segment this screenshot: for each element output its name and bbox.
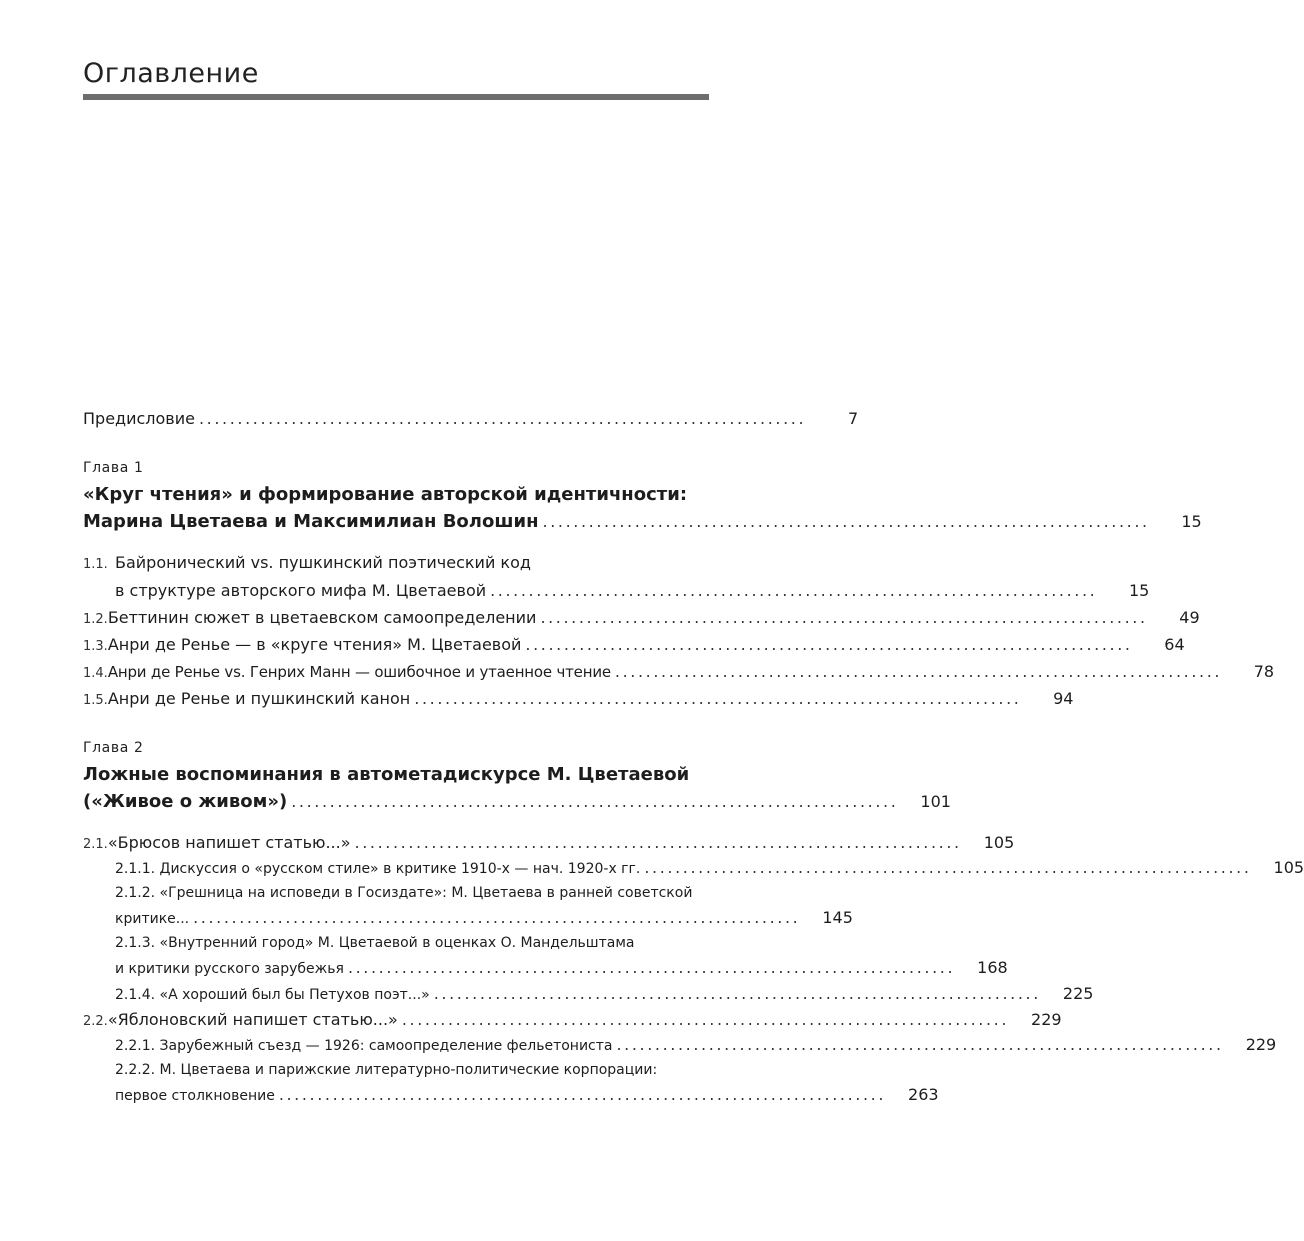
- page-number: 49: [1179, 608, 1200, 627]
- page-number: 145: [822, 908, 853, 927]
- entry-label: и критики русского зарубежья: [115, 961, 344, 977]
- section-number: 1.2.: [83, 612, 108, 627]
- toc-entry-2-1-3[interactable]: [115, 958, 1008, 979]
- page-number: 15: [1128, 581, 1150, 600]
- dot-leader: ...............................................................................: [616, 1035, 1224, 1054]
- section-number: 1.4.: [83, 666, 108, 681]
- chapter-2-title-line2: («Живое о живом»): [83, 791, 288, 812]
- entry-label: 2.2.1. Зарубежный съезд — 1926: самоопределение фельетониста: [115, 1038, 613, 1054]
- dot-leader: ...............................................................................: [525, 635, 1133, 654]
- toc-entry-1-4[interactable]: [83, 662, 1275, 684]
- toc-entry-2-2-1[interactable]: [115, 1035, 1277, 1056]
- entry-2-1-3-line1: 2.1.3. «Внутренний город» М. Цветаевой в оценках О. Мандельштама: [115, 935, 635, 951]
- toc-entry-2-2[interactable]: [83, 1010, 1062, 1032]
- toc-entry-2-1[interactable]: [83, 833, 1015, 855]
- title-rule: [83, 94, 709, 100]
- dot-leader: ...............................................................................: [542, 512, 1150, 531]
- toc-entry-chapter-1[interactable]: [83, 511, 1202, 532]
- entry-label: критике...: [115, 911, 190, 927]
- dot-leader: ...............................................................................: [291, 792, 899, 811]
- page-number: 7: [848, 409, 859, 428]
- toc-entry-chapter-2[interactable]: [83, 791, 951, 812]
- dot-leader: ...............................................................................: [278, 1085, 887, 1104]
- page-number: 101: [920, 792, 951, 811]
- page-number: 263: [908, 1085, 939, 1104]
- section-number: 1.5.: [83, 693, 108, 708]
- page-number: 94: [1053, 689, 1074, 708]
- page-number: 64: [1164, 635, 1185, 654]
- entry-label: 2.1.1. Дискуссия о «русском стиле» в критике 1910-х — нач. 1920-х гг.: [115, 861, 641, 877]
- page-number: 229: [1031, 1010, 1062, 1029]
- entry-label: первое столкновение: [115, 1088, 275, 1104]
- toc-entry-1-3[interactable]: [83, 635, 1185, 657]
- entry-label: «Яблоновский напишет статью...»: [107, 1010, 398, 1029]
- dot-leader: ...............................................................................: [540, 608, 1148, 627]
- dot-leader: ...............................................................................: [644, 858, 1252, 877]
- entry-label: 2.1.4. «А хороший был бы Петухов поэт...»: [115, 987, 430, 1003]
- entry-label: Анри де Ренье vs. Генрих Манн — ошибочное и утаенное чтение: [107, 663, 611, 681]
- page-number: 229: [1245, 1035, 1277, 1054]
- page-number: 168: [977, 958, 1008, 977]
- entry-label: Анри де Ренье — в «круге чтения» М. Цветаевой: [107, 635, 522, 654]
- page-number: 105: [1273, 858, 1304, 877]
- entry-2-2-2-line1: 2.2.2. М. Цветаева и парижские литературно-политические корпорации:: [115, 1062, 658, 1078]
- toc-entry-1-2[interactable]: [83, 608, 1200, 630]
- chapter-1-title-line2: Марина Цветаева и Максимилиан Волошин: [83, 511, 539, 532]
- dot-leader: ...............................................................................: [347, 958, 956, 977]
- page-title: Оглавление: [83, 58, 259, 89]
- toc-entry-1-5[interactable]: [83, 689, 1074, 711]
- section-number: 1.1.: [83, 557, 108, 572]
- entry-label: «Брюсов напишет статью...»: [107, 833, 351, 852]
- chapter-1-title-line1: «Круг чтения» и формирование авторской идентичности:: [83, 484, 688, 505]
- toc-entry-2-1-1[interactable]: [115, 858, 1304, 879]
- section-number: 1.3.: [83, 639, 108, 654]
- entry-label: Предисловие: [83, 409, 195, 428]
- page-number: 78: [1253, 662, 1275, 681]
- dot-leader: ...............................................................................: [198, 409, 807, 428]
- chapter-1-label: Глава 1: [83, 460, 144, 476]
- section-number: 2.2.: [83, 1014, 108, 1029]
- entry-label: в структуре авторского мифа М. Цветаевой: [115, 581, 487, 600]
- chapter-2-label: Глава 2: [83, 740, 144, 756]
- toc-entry-2-1-4[interactable]: [115, 984, 1094, 1005]
- toc-entry-2-1-2[interactable]: [115, 908, 853, 929]
- dot-leader: ...............................................................................: [614, 662, 1223, 681]
- page-number: 15: [1181, 512, 1202, 531]
- toc-entry-1-1[interactable]: [115, 581, 1150, 601]
- dot-leader: ...............................................................................: [193, 908, 801, 927]
- page-number: 225: [1062, 984, 1094, 1003]
- dot-leader: ...............................................................................: [354, 833, 962, 852]
- section-1-1-line1: 1.1. Байронический vs. пушкинский поэтический код: [83, 553, 531, 575]
- page-number: 105: [983, 833, 1015, 852]
- dot-leader: ...............................................................................: [490, 581, 1098, 600]
- dot-leader: ...............................................................................: [401, 1010, 1010, 1029]
- section-number: 2.1.: [83, 837, 108, 852]
- toc-entry-preface[interactable]: [83, 409, 859, 429]
- dot-leader: ...............................................................................: [414, 689, 1022, 708]
- dot-leader: ...............................................................................: [433, 984, 1041, 1003]
- entry-2-1-2-line1: 2.1.2. «Грешница на исповеди в Госиздате»: М. Цветаева в ранней советской: [115, 885, 693, 901]
- entry-label: Анри де Ренье и пушкинский канон: [107, 689, 411, 708]
- entry-label: Беттинин сюжет в цветаевском самоопределении: [107, 608, 537, 627]
- chapter-2-title-line1: Ложные воспоминания в автометадискурсе М. Цветаевой: [83, 764, 690, 785]
- toc-entry-2-2-2[interactable]: [115, 1085, 939, 1106]
